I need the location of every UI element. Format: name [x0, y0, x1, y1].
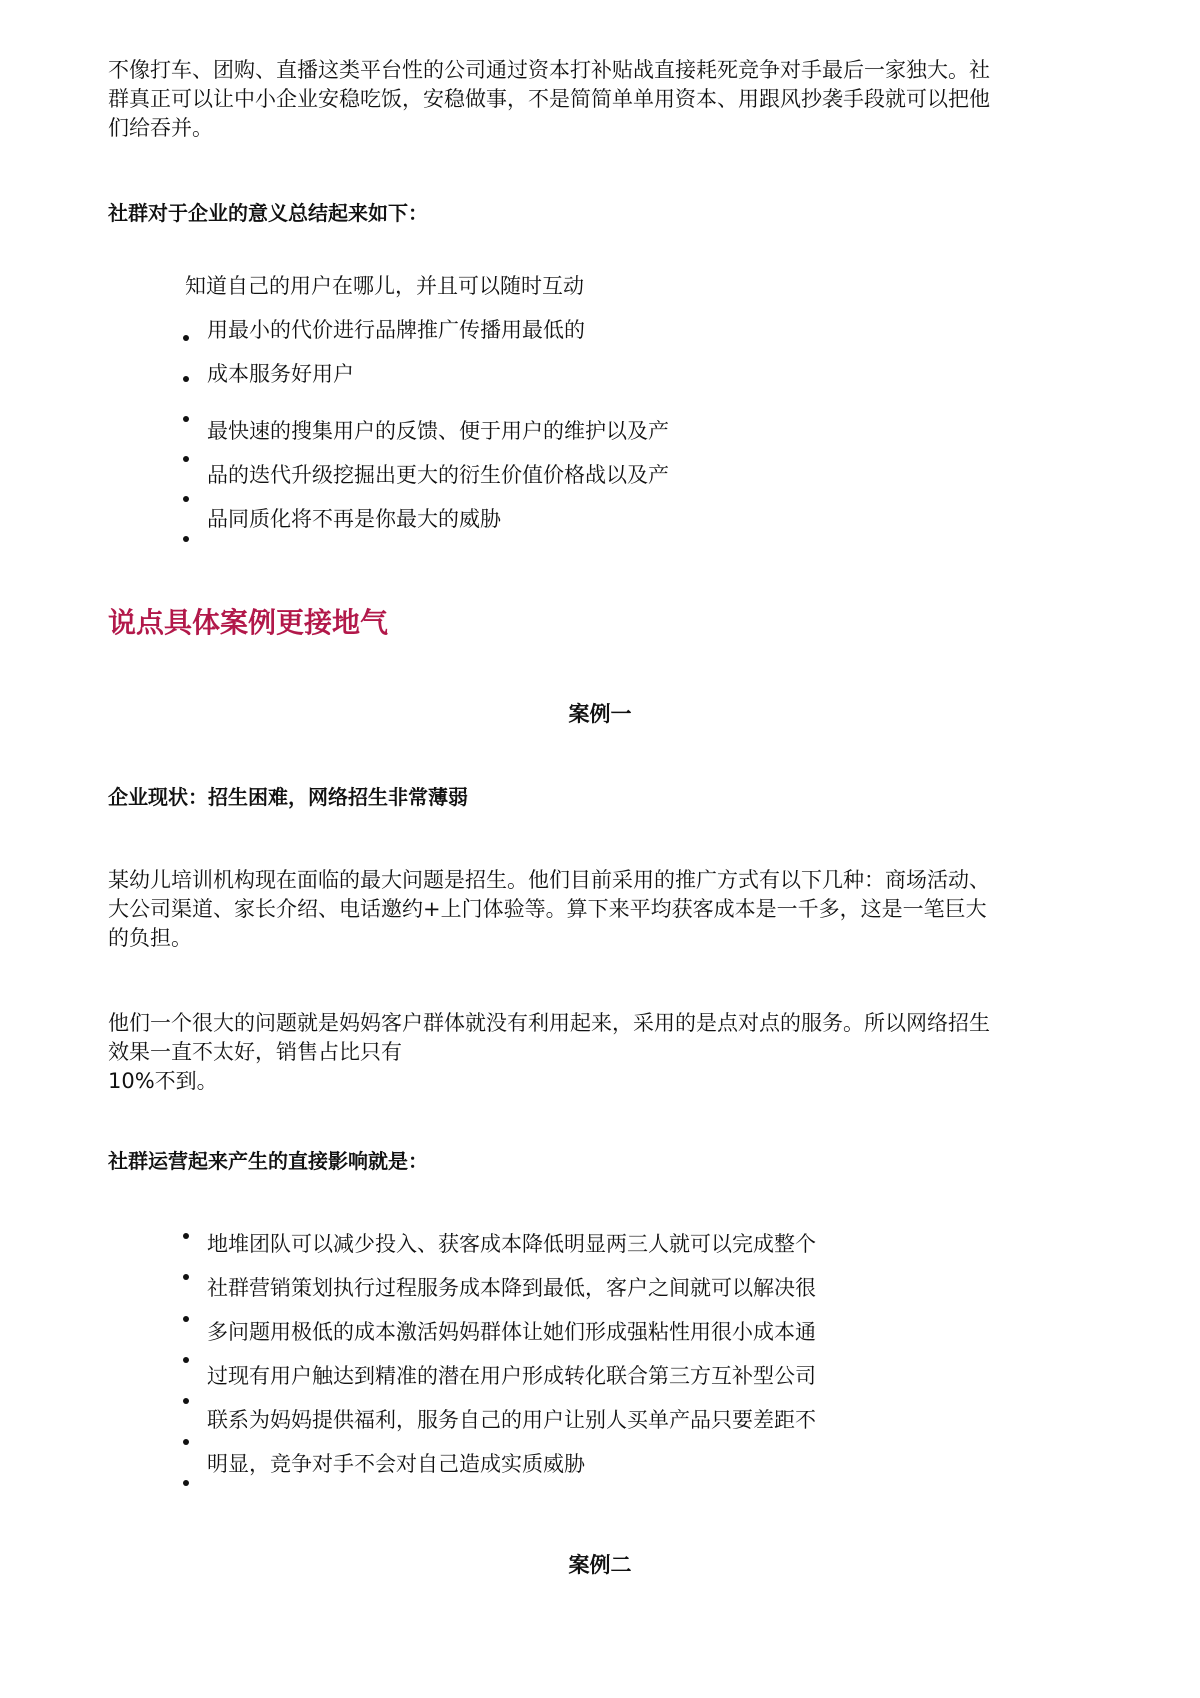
summary-item-1: 知道自己的用户在哪儿，并且可以随时互动 — [185, 274, 584, 298]
case1-paragraph-1-line-1: 某幼儿培训机构现在面临的最大问题是招生。他们目前采用的推广方式有以下几种：商场活动、 — [108, 868, 990, 892]
intro-line-1: 不像打车、团购、直播这类平台性的公司通过资本打补贴战直接耗死竞争对手最后一家独大。社 — [108, 58, 990, 82]
case1-status-heading: 企业现状：招生困难，网络招生非常薄弱 — [108, 785, 468, 809]
impact-heading: 社群运营起来产生的直接影响就是： — [108, 1149, 428, 1173]
bullet-icon — [183, 1316, 189, 1322]
bullet-icon — [183, 1439, 189, 1445]
impact-item-1: 地堆团队可以减少投入、获客成本降低明显两三人就可以完成整个 — [207, 1232, 816, 1256]
case1-paragraph-2-line-2: 效果一直不太好，销售占比只有 — [108, 1040, 402, 1064]
impact-item-5: 联系为妈妈提供福利，服务自己的用户让别人买单产品只要差距不 — [207, 1408, 816, 1432]
bullet-icon — [183, 1480, 189, 1486]
case2-title: 案例二 — [568, 1553, 632, 1577]
case1-paragraph-1-line-3: 的负担。 — [108, 926, 192, 950]
bullet-icon — [183, 1274, 189, 1280]
impact-item-4: 过现有用户触达到精准的潜在用户形成转化联合第三方互补型公司 — [207, 1364, 816, 1388]
case1-paragraph-2-line-1: 他们一个很大的问题就是妈妈客户群体就没有利用起来，采用的是点对点的服务。所以网络招生 — [108, 1011, 990, 1035]
impact-item-3: 多问题用极低的成本激活妈妈群体让她们形成强粘性用很小成本通 — [207, 1320, 816, 1344]
impact-item-6: 明显，竞争对手不会对自己造成实质威胁 — [207, 1452, 585, 1476]
impact-item-2: 社群营销策划执行过程服务成本降到最低，客户之间就可以解决很 — [207, 1276, 816, 1300]
summary-item-3: 成本服务好用户 — [207, 362, 354, 386]
bullet-icon — [183, 1233, 189, 1239]
bullet-icon — [183, 1398, 189, 1404]
summary-item-4: 最快速的搜集用户的反馈、便于用户的维护以及产 — [207, 419, 669, 443]
summary-item-5: 品的迭代升级挖掘出更大的衍生价值价格战以及产 — [207, 463, 669, 487]
case1-title: 案例一 — [568, 702, 632, 726]
case-section-title: 说点具体案例更接地气 — [108, 606, 389, 639]
summary-item-6: 品同质化将不再是你最大的威胁 — [207, 507, 501, 531]
summary-item-2: 用最小的代价进行品牌推广传播用最低的 — [207, 318, 585, 342]
case1-paragraph-2-line-3: 10%不到。 — [108, 1069, 218, 1093]
bullet-icon — [183, 1357, 189, 1363]
case1-paragraph-1-line-2: 大公司渠道、家长介绍、电话邀约+上门体验等。算下来平均获客成本是一千多，这是一笔巨大 — [108, 897, 987, 921]
intro-line-2: 群真正可以让中小企业安稳吃饭，安稳做事，不是简简单单用资本、用跟风抄袭手段就可以把他 — [108, 87, 990, 111]
intro-line-3: 们给吞并。 — [108, 116, 213, 140]
summary-heading: 社群对于企业的意义总结起来如下： — [108, 201, 428, 225]
